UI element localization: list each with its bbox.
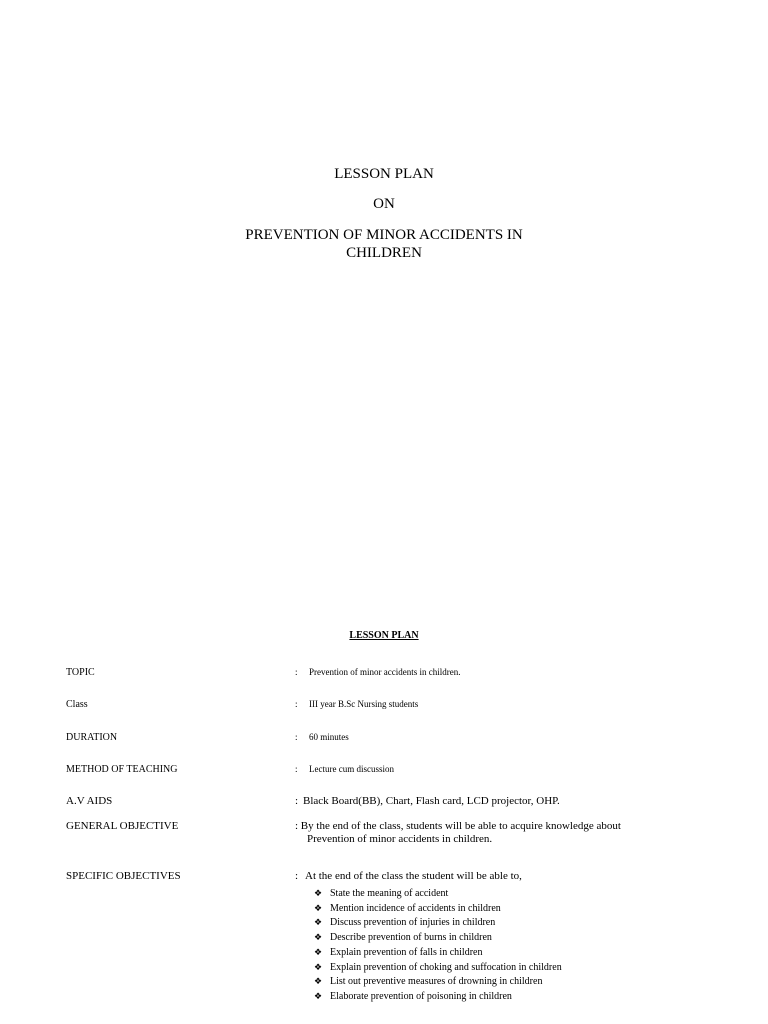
diamond-bullet-icon: ❖ bbox=[314, 933, 323, 944]
diamond-bullet-icon: ❖ bbox=[314, 947, 323, 958]
objective-text: Elaborate prevention of poisoning in children bbox=[330, 990, 512, 1002]
general-objective-value bbox=[295, 820, 715, 846]
list-item bbox=[314, 887, 562, 902]
objective-text: State the meaning of accident bbox=[330, 888, 449, 899]
list-item bbox=[314, 902, 562, 917]
objective-text: Discuss prevention of injuries in children bbox=[330, 917, 496, 929]
duration-text: 60 minutes bbox=[309, 732, 349, 742]
class-label: Class bbox=[66, 699, 88, 710]
topic-text: Prevention of minor accidents in children. bbox=[309, 667, 461, 677]
objective-text: Mention incidence of accidents in children bbox=[330, 902, 501, 914]
class-text: III year B.Sc Nursing students bbox=[309, 699, 419, 709]
list-item bbox=[314, 916, 562, 931]
specific-objectives-text: At the end of the class the student will be able to, bbox=[305, 870, 522, 882]
general-objective-line2: Prevention of minor accidents in children. bbox=[307, 833, 493, 845]
duration-label: DURATION bbox=[66, 732, 118, 743]
duration-colon: : bbox=[295, 732, 298, 742]
diamond-bullet-icon: ❖ bbox=[314, 918, 323, 929]
duration-value bbox=[295, 731, 715, 744]
method-text: Lecture cum discussion bbox=[309, 764, 394, 774]
av-aids-label: A.V AIDS bbox=[66, 795, 113, 807]
objective-text: List out preventive measures of drowning in children bbox=[330, 976, 543, 988]
topic-colon: : bbox=[295, 667, 298, 677]
objective-text: Describe prevention of burns in children bbox=[330, 932, 492, 944]
list-item bbox=[314, 975, 562, 990]
cover-title-lesson-plan: LESSON PLAN bbox=[334, 166, 434, 182]
av-aids-value bbox=[295, 795, 715, 808]
list-item bbox=[314, 931, 562, 946]
diamond-bullet-icon: ❖ bbox=[314, 889, 323, 899]
topic-value bbox=[295, 666, 715, 679]
general-objective-label: GENERAL OBJECTIVE bbox=[66, 820, 179, 832]
general-objective-line1: : By the end of the class, students will be able to acquire knowledge about bbox=[295, 820, 621, 832]
method-value bbox=[295, 763, 715, 776]
method-label: METHOD OF TEACHING bbox=[66, 764, 178, 775]
list-item bbox=[314, 961, 562, 976]
av-aids-colon: : bbox=[295, 795, 299, 807]
objective-text: Explain prevention of choking and suffocation in children bbox=[330, 961, 562, 973]
list-item bbox=[314, 990, 562, 1005]
specific-objectives-colon: : bbox=[295, 870, 299, 882]
cover-title-topic-line1: PREVENTION OF MINOR ACCIDENTS IN bbox=[245, 227, 523, 243]
cover-title-topic bbox=[0, 226, 768, 262]
topic-label: TOPIC bbox=[66, 667, 95, 678]
specific-objectives-value bbox=[295, 870, 715, 883]
diamond-bullet-icon: ❖ bbox=[314, 977, 323, 988]
cover-title-on: ON bbox=[373, 196, 395, 212]
diamond-bullet-icon: ❖ bbox=[314, 962, 323, 973]
method-colon: : bbox=[295, 764, 298, 774]
list-item bbox=[314, 946, 562, 961]
class-colon: : bbox=[295, 699, 298, 709]
av-aids-text: Black Board(BB), Chart, Flash card, LCD projector, OHP. bbox=[303, 795, 560, 807]
class-value bbox=[295, 698, 715, 711]
diamond-bullet-icon: ❖ bbox=[314, 991, 323, 1002]
cover-title-topic-line2: CHILDREN bbox=[346, 245, 422, 261]
objectives-list bbox=[314, 887, 562, 1005]
objective-text: Explain prevention of falls in children bbox=[330, 946, 483, 958]
lesson-plan-heading: LESSON PLAN bbox=[349, 630, 419, 641]
specific-objectives-label: SPECIFIC OBJECTIVES bbox=[66, 870, 181, 882]
diamond-bullet-icon: ❖ bbox=[314, 903, 323, 914]
